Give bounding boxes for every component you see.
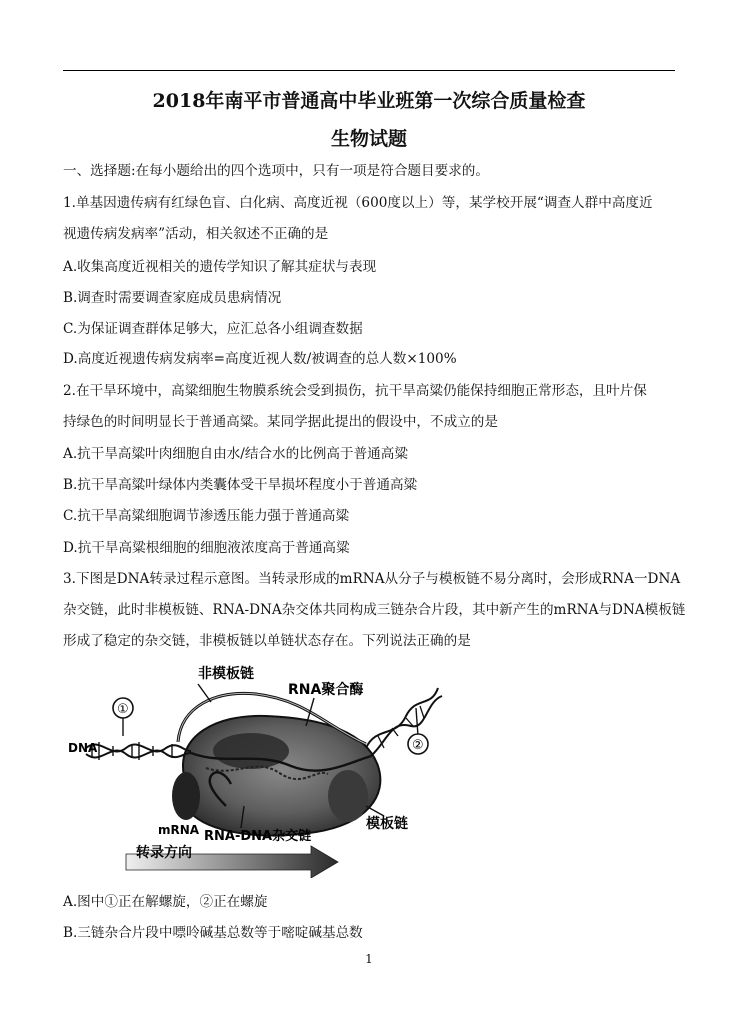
top-rule [63,70,675,71]
q1-option-c: C.为保证调查群体足够大，应汇总各小组调查数据 [63,321,363,337]
label-dna: DNA [68,741,98,755]
polymerase-pocket [328,770,368,822]
page-subtitle: 生物试题 [330,128,407,150]
label-template-strand: 模板链 [366,816,408,832]
label-marker-2: ② [412,738,424,753]
q2-option-a: A.抗干旱高粱叶肉细胞自由水/结合水的比例高于普通高粱 [63,446,408,462]
dna-helix-right [366,688,442,756]
label-mrna: mRNA [158,823,200,837]
dna-helix-left [86,742,191,760]
q1-option-d: D.高度近视遗传病发病率=高度近视人数/被调查的总人数×100% [63,351,457,367]
pointer-line [198,684,211,702]
label-direction: 转录方向 [136,845,192,861]
q2-option-d: D.抗干旱高粱根细胞的细胞液浓度高于普通高粱 [63,540,350,556]
q3-stem-line: 3.下图是DNA转录过程示意图。当转录形成的mRNA从分子与模板链不易分离时，会形成RNA一DNA [63,571,681,587]
label-non-template-strand: 非模板链 [198,666,254,682]
q1-option-b: B.调查时需要调查家庭成员患病情况 [63,290,282,306]
q2-option-c: C.抗干旱高粱细胞调节渗透压能力强于普通高粱 [63,508,350,524]
q1-stem-line: 视遗传病发病率”活动，相关叙述不正确的是 [63,226,329,242]
label-marker-1: ① [117,702,129,717]
section-heading: 一、选择题:在每小题给出的四个选项中，只有一项是符合题目要求的。 [63,163,489,179]
q2-option-b: B.抗干旱高粱叶绿体内类囊体受干旱损坏程度小于普通高粱 [63,477,418,493]
page-number: 1 [365,952,373,966]
pointer-line [366,806,384,816]
q3-option-b: B.三链杂合片段中嘌呤碱基总数等于嘧啶碱基总数 [63,925,363,941]
q3-stem-line: 杂交链，此时非模板链、RNA-DNA杂交体共同构成三链杂合片段，其中新产生的mRNA与DNA模板链 [63,602,686,618]
q2-stem-line: 持绿色的时间明显长于普通高粱。某同学据此提出的假设中，不成立的是 [63,414,498,430]
q3-option-a: A.图中①正在解螺旋，②正在螺旋 [63,894,268,910]
polymerase-pocket [172,772,200,820]
page-title: 2018年南平市普通高中毕业班第一次综合质量检查 [152,90,586,112]
marker-line-2 [416,708,418,736]
transcription-diagram [66,656,446,878]
q1-option-a: A.收集高度近视相关的遗传学知识了解其症状与表现 [63,259,377,275]
q1-stem-line: 1.单基因遗传病有红绿色盲、白化病、高度近视（600度以上）等，某学校开展“调查人群中高度近 [63,195,653,211]
label-rna-polymerase: RNA聚合酶 [288,682,364,698]
q3-stem-line: 形成了稳定的杂交链，非模板链以单链状态存在。下列说法正确的是 [63,633,471,649]
polymerase-pocket [213,733,289,769]
q2-stem-line: 2.在干旱环境中，高粱细胞生物膜系统会受到损伤，抗干旱高粱仍能保持细胞正常形态，且叶片保 [63,383,647,399]
label-rna-dna-hybrid: RNA-DNA杂交链 [204,829,312,844]
